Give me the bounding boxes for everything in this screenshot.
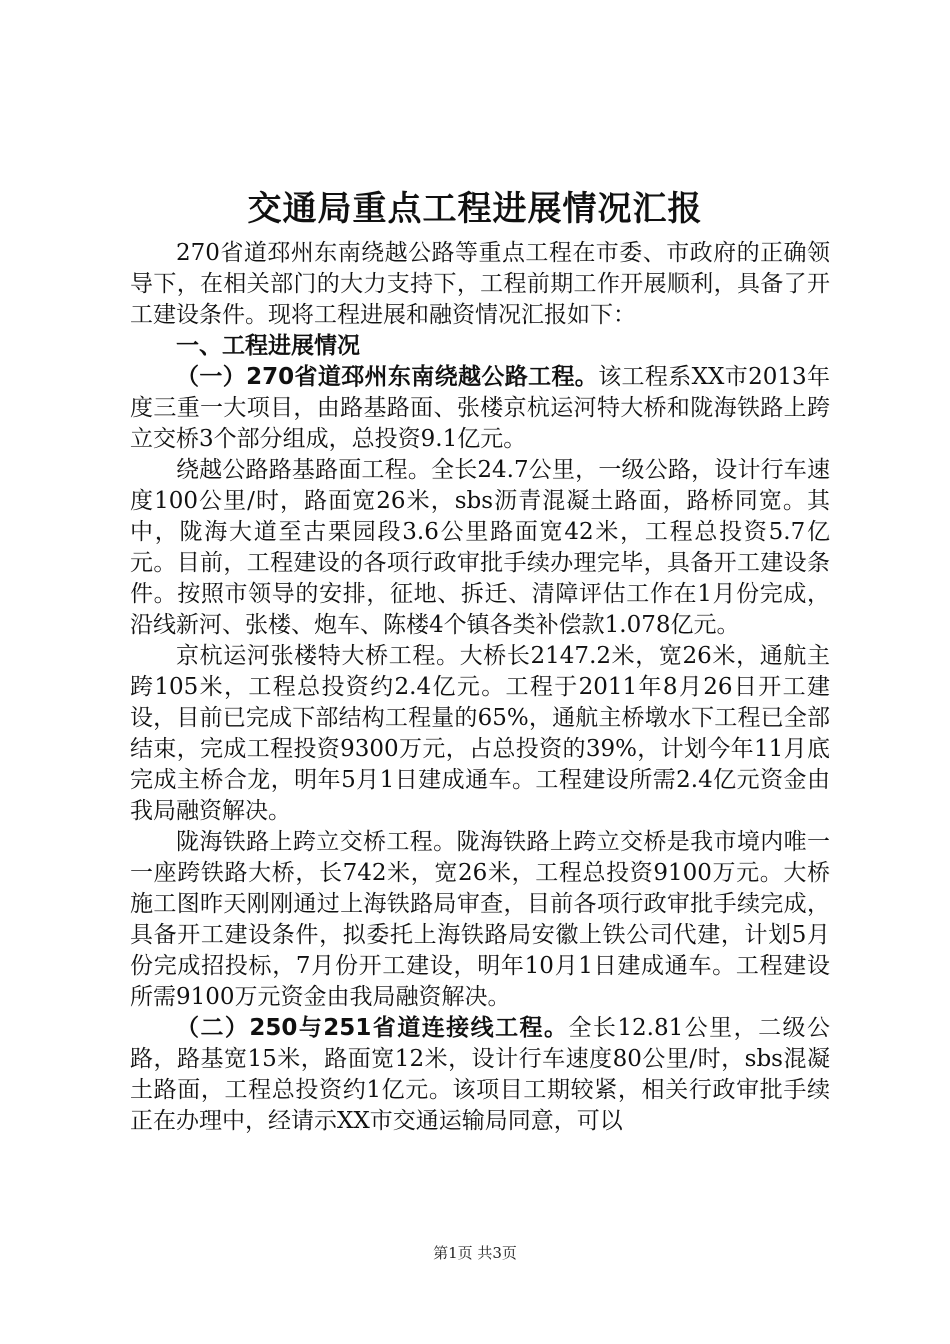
paragraph-text: 京杭运河张楼特大桥工程。大桥长2147.2米，宽26米，通航主跨105米，工程总投资约2.4亿元。工程于2011年8月26日开工建设，目前已完成下部结构工程量的65%，通航主桥墩水下工程已全部结束，完成工程投资9300万元，占总投资的39%，计划今年11月底完成主桥合龙，明年5月1日建成通车。工程建设所需2.4亿元资金由我局融资解决。: [130, 643, 830, 824]
body-paragraph: [130, 827, 830, 1013]
body-paragraph: [130, 455, 830, 641]
paragraph-text: 该工程系XX市2013年度三重一大项目，由路基路面、张楼京杭运河特大桥和陇海铁路上跨立交桥3个部分组成，总投资9.1亿元。: [130, 364, 831, 452]
subsection-heading: （一）270省道邳州东南绕越公路工程。: [176, 364, 599, 390]
intro-paragraph: [130, 238, 830, 331]
page-title: 交通局重点工程进展情况汇报: [247, 189, 703, 229]
section-heading: [130, 331, 830, 362]
body-paragraph: [130, 641, 830, 827]
subsection-paragraph: [130, 1013, 830, 1137]
paragraph-text: 270省道邳州东南绕越公路等重点工程在市委、市政府的正确领导下，在相关部门的大力支持下，工程前期工作开展顺利，具备了开工建设条件。现将工程进展和融资情况汇报如下：: [130, 240, 830, 328]
subsection-heading: （二）250与251省道连接线工程。: [176, 1015, 569, 1041]
paragraph-text: 陇海铁路上跨立交桥工程。陇海铁路上跨立交桥是我市境内唯一一座跨铁路大桥，长742米，宽26米，工程总投资9100万元。大桥施工图昨天刚刚通过上海铁路局审查，目前各项行政审批手续完成，具备开工建设条件，拟委托上海铁路局安徽上铁公司代建，计划5月份完成招投标，7月份开工建设，明年10月1日建成通车。工程建设所需9100万元资金由我局融资解决。: [130, 829, 830, 1010]
paragraph-text: 全长12.81公里，二级公路，路基宽15米，路面宽12米，设计行车速度80公里/时，sbs混凝土路面，工程总投资约1亿元。该项目工期较紧，相关行政审批手续正在办理中，经请示XX市交通运输局同意，可以: [130, 1015, 830, 1134]
section-heading-text: 一、工程进展情况: [176, 333, 360, 359]
page-footer: 第1页 共3页: [433, 1244, 517, 1262]
document-body: [130, 238, 830, 1137]
paragraph-text: 绕越公路路基路面工程。全长24.7公里，一级公路，设计行车速度100公里/时，路面宽26米，sbs沥青混凝土路面，路桥同宽。其中，陇海大道至古栗园段3.6公里路面宽42米，工程总投资5.7亿元。目前，工程建设的各项行政审批手续办理完毕，具备开工建设条件。按照市领导的安排，征地、拆迁、清障评估工作在1月份完成，沿线新河、张楼、炮车、陈楼4个镇各类补偿款1.078亿元。: [130, 457, 830, 638]
subsection-paragraph: [130, 362, 830, 455]
